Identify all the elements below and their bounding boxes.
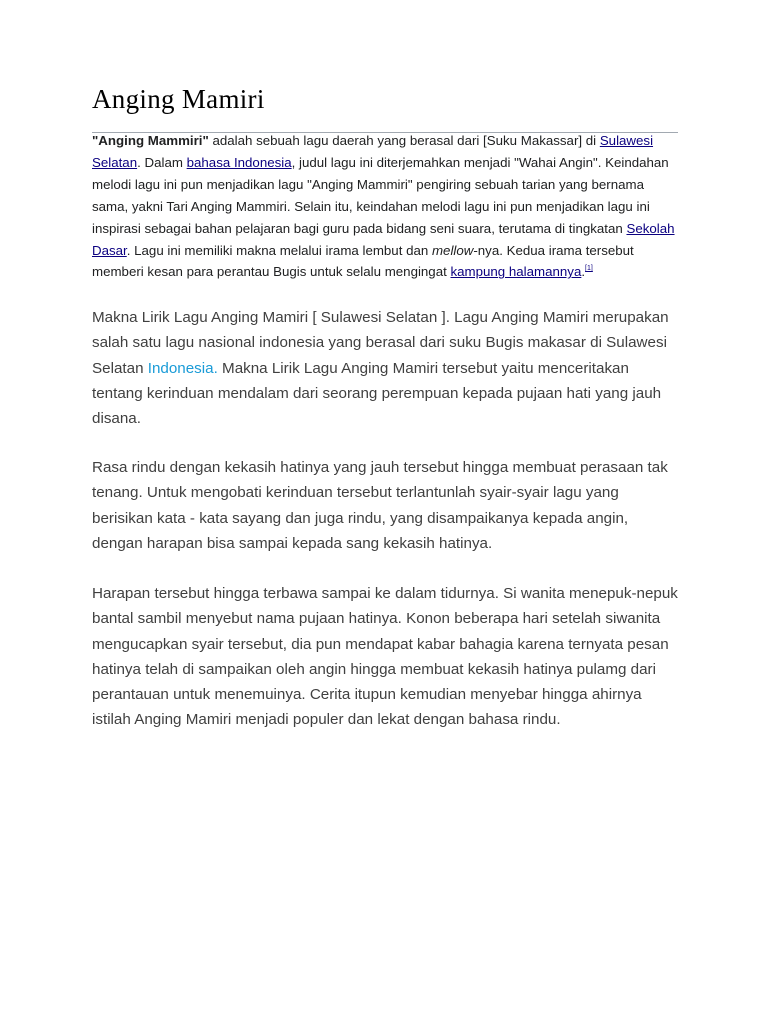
reference-link[interactable]: [1] xyxy=(585,265,593,273)
bold-term: "Anging Mammiri" xyxy=(92,133,209,148)
link-kampung-halamannya[interactable]: kampung halamannya xyxy=(450,264,582,280)
italic-word: mellow xyxy=(431,242,474,258)
wiki-text-6: . xyxy=(581,264,586,280)
wiki-text-5: -nya. Kedua irama tersebut memberi kesan para perantau Bugis untuk selalu mengingat xyxy=(92,242,634,280)
wiki-intro-paragraph xyxy=(92,130,682,283)
paragraph-1-text-a: Makna Lirik Lagu Anging Mamiri [ Sulawesi Selatan ]. Lagu Anging Mamiri merupakan salah satu lagu nasional indonesia yang berasal dari suku Bugis makasar di Sulawesi Selatan xyxy=(92,309,669,377)
accent-indonesia: Indonesia. xyxy=(147,359,218,377)
paragraph-1-text-b: Makna Lirik Lagu Anging Mamiri tersebut yaitu menceritakan tentang kerinduan mendalam dari seorang perempuan kepada pujaan hati yang jauh disana. xyxy=(92,359,662,428)
paragraph-rasa-rindu: Rasa rindu dengan kekasih hatinya yang jauh tersebut hingga membuat perasaan tak tenang. Untuk mengobati kerinduan tersebut terlantunlah syair-syair lagu yang berisikan kata - kata sayang dan juga rindu, yang disampaikanya kepada angin, dengan harapan bisa sampai kepada sang kekasih hatinya. xyxy=(92,459,668,552)
link-bahasa-indonesia[interactable]: bahasa Indonesia xyxy=(186,154,292,170)
page-title: Anging Mamiri xyxy=(92,84,265,114)
wiki-text-2: . Dalam xyxy=(137,154,187,170)
link-sulawesi-selatan[interactable]: Sulawesi Selatan xyxy=(92,133,654,170)
paragraph-makna xyxy=(92,305,682,431)
wiki-text-4: . Lagu ini memiliki makna melalui irama lembut dan xyxy=(126,242,432,258)
paragraph-harapan: Harapan tersebut hingga terbawa sampai ke dalam tidurnya. Si wanita menepuk-nepuk bantal sambil menyebut nama pujaan hatinya. Konon beberapa hari setelah siwanita mengucapkan syair tersebut, dia pun mendapat kabar bahagia karena ternyata pesan hatinya telah di sampaikan oleh angin hingga membuat kekasih hatinya pulamg dari perantauan untuk menemuinya. Cerita itupun kemudian menyebar hingga ahirnya istilah Anging Mamiri menjadi populer dan lekat dengan bahasa rindu. xyxy=(92,585,678,729)
wiki-text-1: adalah sebuah lagu daerah yang berasal dari [Suku Makassar] di xyxy=(208,133,600,148)
link-sekolah-dasar[interactable]: Sekolah Dasar xyxy=(92,220,675,258)
wiki-text-3: , judul lagu ini diterjemahkan menjadi "Wahai Angin". Keindahan melodi lagu ini pun menjadikan lagu "Anging Mammiri" pengiring sebuah tarian yang bernama sama, yakni Tari Anging Mammiri. Selain itu, keindahan melodi lagu ini pun menjadikan lagu ini inspirasi sebagai bahan pelajaran bagi guru pada bidang seni suara, terutama di tingkatan xyxy=(92,154,669,236)
